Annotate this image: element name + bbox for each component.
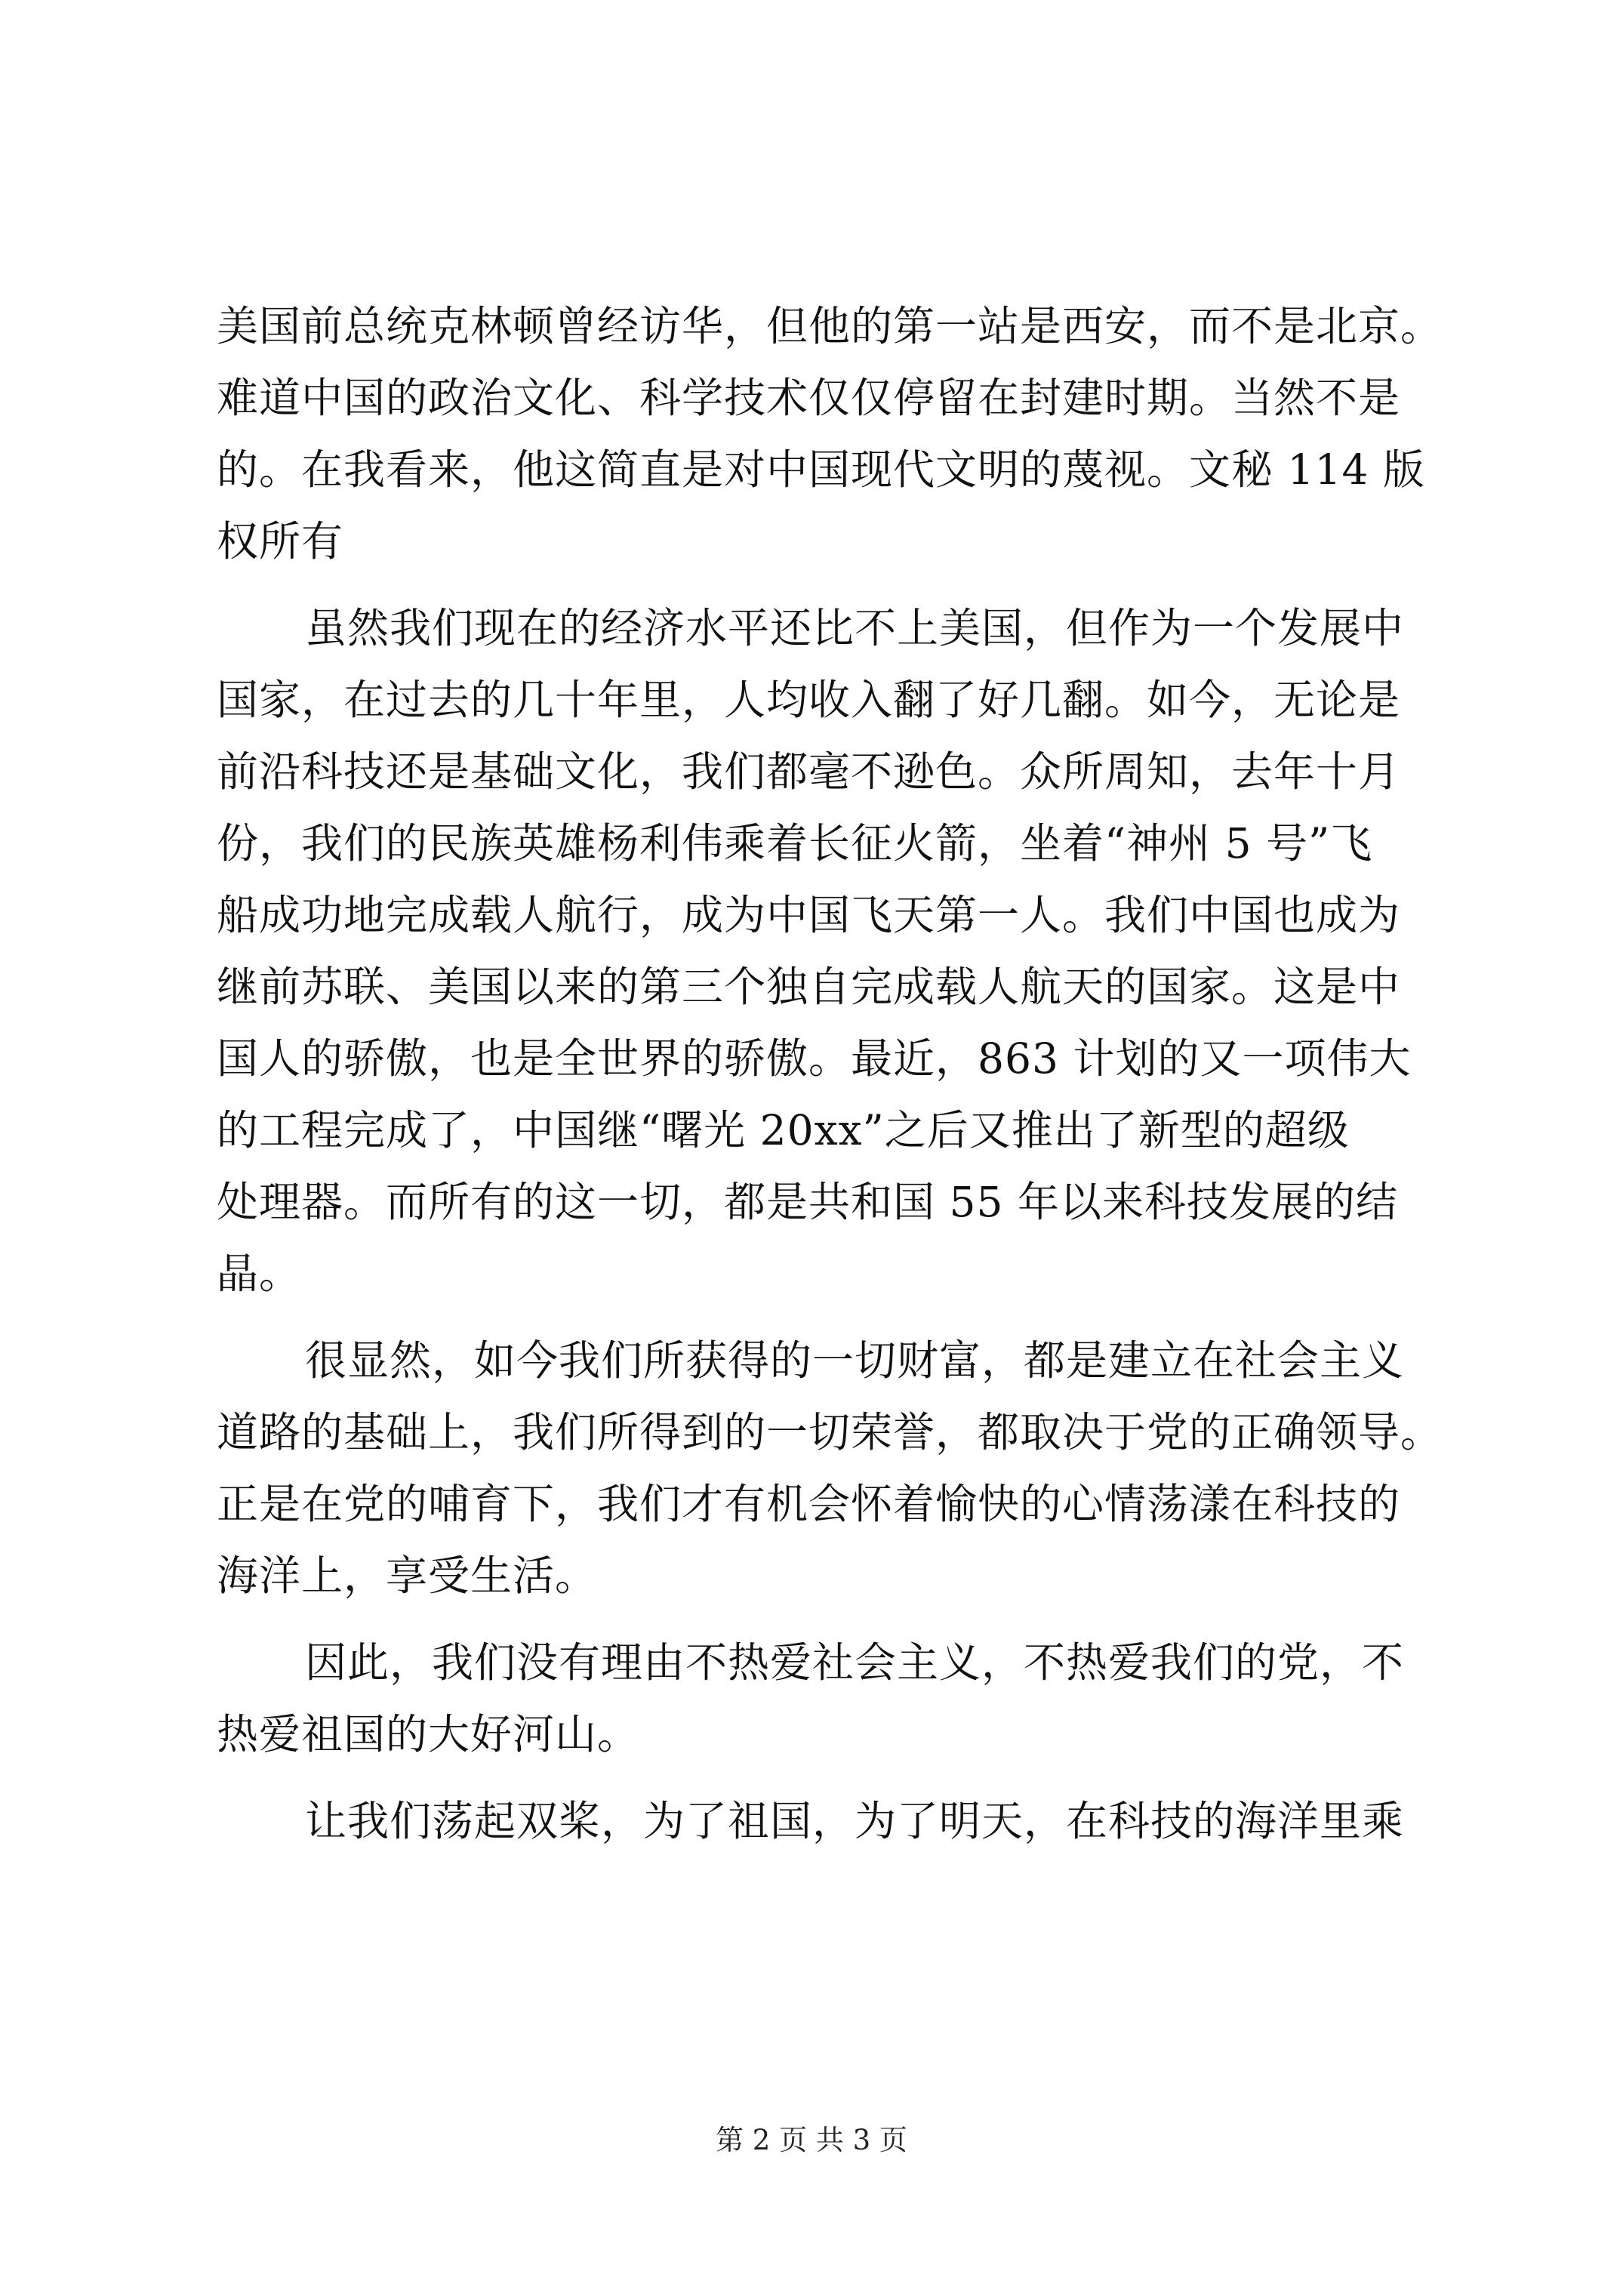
text-line: 很显然，如今我们所获得的一切财富，都是建立在社会主义 — [305, 1336, 1405, 1385]
text-line: 权所有 — [217, 517, 344, 566]
paragraph-4 — [217, 1627, 1424, 1771]
paragraph-2 — [217, 593, 1424, 1310]
text-line: 海洋上，享受生活。 — [217, 1552, 598, 1600]
text-line: 晶。 — [217, 1250, 302, 1298]
text-line: 正是在党的哺育下，我们才有机会怀着愉快的心情荡漾在科技的 — [217, 1480, 1401, 1528]
text-line: 因此，我们没有理由不热爱社会主义，不热爱我们的党，不 — [305, 1638, 1405, 1687]
text-line: 处理器。而所有的这一切，都是共和国 55 年以来科技发展的结 — [217, 1178, 1398, 1226]
text-line: 前沿科技还是基础文化，我们都毫不逊色。众所周知，去年十月 — [217, 747, 1401, 796]
text-line: 的。在我看来，他这简直是对中国现代文明的蔑视。文秘 114 版 — [217, 445, 1425, 494]
page-footer — [0, 2122, 1623, 2159]
document-body — [217, 291, 1443, 1857]
text-line: 虽然我们现在的经济水平还比不上美国，但作为一个发展中 — [305, 604, 1405, 652]
text-line: 继前苏联、美国以来的第三个独自完成载人航天的国家。这是中 — [217, 963, 1401, 1011]
text-line: 美国前总统克林顿曾经访华，但他的第一站是西安，而不是北京。 — [217, 302, 1443, 350]
text-line: 国家，在过去的几十年里，人均收入翻了好几翻。如今，无论是 — [217, 676, 1401, 724]
text-line: 让我们荡起双桨，为了祖国，为了明天，在科技的海洋里乘 — [305, 1797, 1405, 1845]
text-line: 道路的基础上，我们所得到的一切荣誉，都取决于党的正确领导。 — [217, 1408, 1443, 1456]
text-line: 船成功地完成载人航行，成为中国飞天第一人。我们中国也成为 — [217, 891, 1401, 939]
paragraph-3 — [217, 1325, 1443, 1612]
text-line: 热爱祖国的大好河山。 — [217, 1710, 640, 1758]
text-line: 国人的骄傲，也是全世界的骄傲。最近，863 计划的又一项伟大 — [217, 1034, 1412, 1083]
text-line: 份，我们的民族英雄杨利伟乘着长征火箭，坐着“神州 5 号”飞 — [217, 819, 1373, 868]
text-line: 难道中国的政治文化、科学技术仅仅停留在封建时期。当然不是 — [217, 374, 1401, 422]
page-number-label: 第 2 页 共 3 页 — [716, 2124, 907, 2156]
text-line: 的工程完成了，中国继“曙光 20xx”之后又推出了新型的超级 — [217, 1106, 1350, 1154]
paragraph-1 — [217, 291, 1443, 578]
paragraph-5 — [217, 1786, 1424, 1857]
